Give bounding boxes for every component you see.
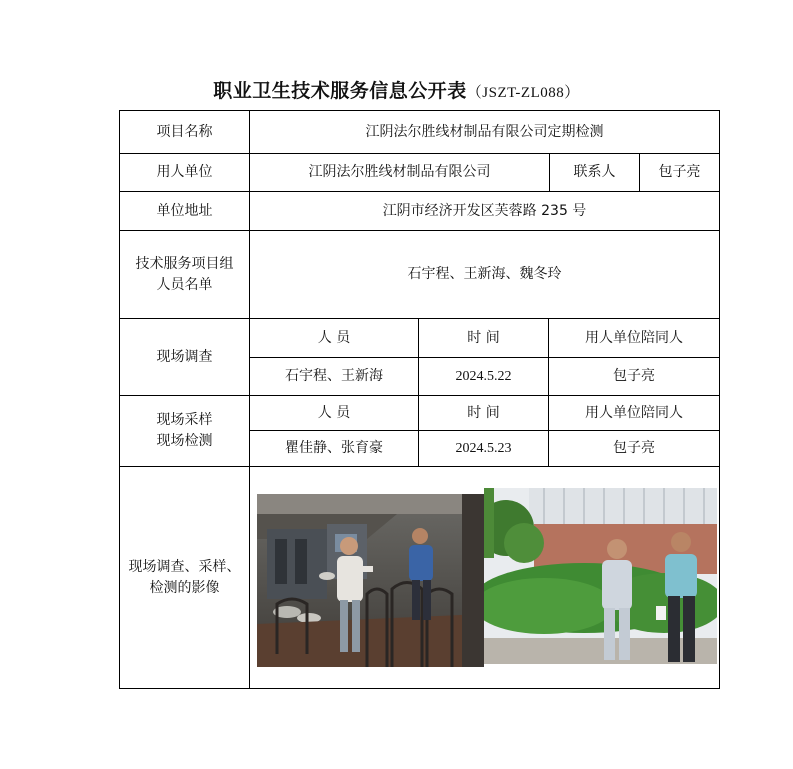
- team-label: [120, 231, 249, 318]
- site-survey-header-time: 时 间: [467, 329, 500, 346]
- address-label: 单位地址: [156, 202, 213, 219]
- table-border-right: [719, 110, 720, 689]
- site-photo-factory: [257, 494, 484, 667]
- project-name-label: 项目名称: [156, 123, 213, 140]
- contact-value: 包子亮: [658, 164, 701, 180]
- factory-photo-illustration: [257, 494, 484, 667]
- images-label: [120, 467, 249, 688]
- site-survey-time: 2024.5.22: [455, 369, 512, 384]
- team-label-line1: 技术服务项目组: [135, 255, 234, 272]
- site-sampling-label-line1: 现场采样: [156, 412, 213, 428]
- title-main: 职业卫生技术服务信息公开表: [213, 80, 467, 102]
- outdoor-photo-illustration: [484, 488, 717, 664]
- project-name-value: 江阴法尔胜线材制品有限公司定期检测: [365, 123, 604, 140]
- employer-value: 江阴法尔胜线材制品有限公司: [308, 164, 491, 180]
- contact-label: 联系人: [573, 164, 616, 180]
- site-survey-companion: 包子亮: [613, 368, 655, 384]
- site-sampling-people: 瞿佳静、张育豪: [285, 440, 383, 456]
- team-value: 石宇程、王新海、魏冬玲: [407, 266, 562, 282]
- address-value: 江阴市经济开发区芙蓉路 235 号: [382, 202, 587, 219]
- table-border-bottom: [119, 688, 720, 689]
- site-sampling-header-people: 人 员: [317, 404, 351, 421]
- site-survey-header-companion: 用人单位陪同人: [585, 329, 683, 346]
- title-code: （JSZT-ZL088）: [466, 85, 580, 101]
- site-survey-label: 现场调查: [156, 348, 213, 365]
- site-sampling-header-companion: 用人单位陪同人: [585, 404, 683, 421]
- page-title: [0, 76, 793, 103]
- employer-label: 用人单位: [156, 164, 213, 180]
- site-sampling-label-line2: 现场检测: [156, 433, 213, 449]
- images-label-line1: 现场调查、采样、: [128, 558, 241, 575]
- site-sampling-companion: 包子亮: [613, 440, 655, 456]
- site-sampling-header-time: 时 间: [467, 404, 500, 421]
- site-survey-people: 石宇程、王新海: [285, 368, 383, 384]
- team-label-line2: 人员名单: [156, 276, 213, 293]
- images-label-line2: 检测的影像: [149, 579, 220, 596]
- site-photo-outdoor: [484, 488, 717, 664]
- site-sampling-time: 2024.5.23: [455, 441, 512, 456]
- site-survey-header-people: 人 员: [317, 329, 351, 346]
- site-sampling-label: [120, 396, 249, 466]
